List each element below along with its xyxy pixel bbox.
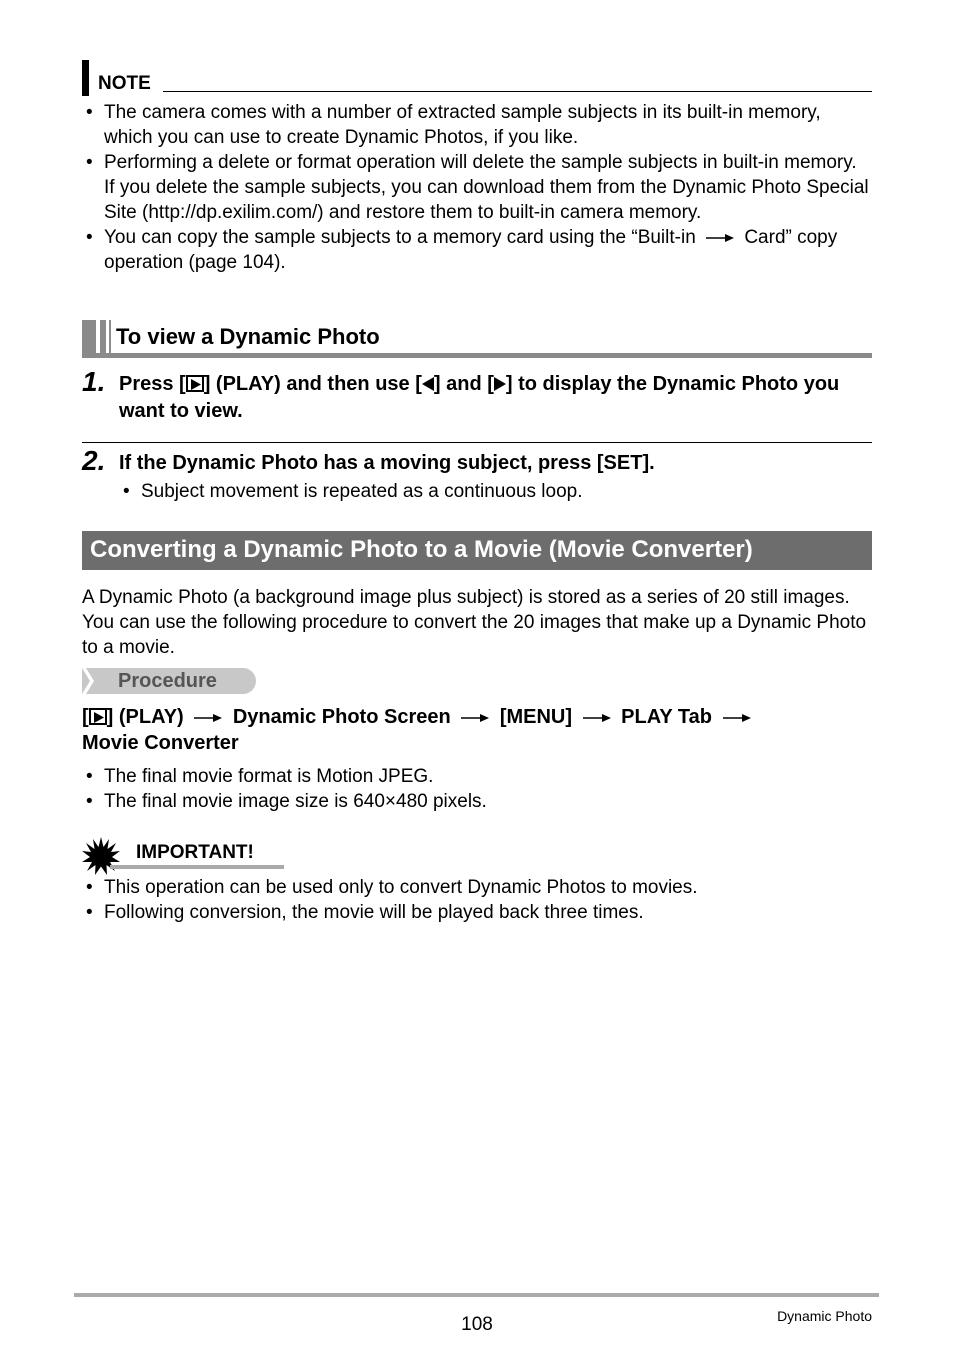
step-1-number: 1. [82,366,106,397]
step-1-text [119,371,871,425]
list-item: • The final movie image size is 640×480 pixels. [82,789,872,814]
converter-bullets [82,764,872,814]
section-title: Converting a Dynamic Photo to a Movie (Movie Converter) [90,536,753,563]
subheading-marker-thin [109,320,111,356]
list-item: • This operation can be used only to convert Dynamic Photos to movies. [82,875,872,900]
path-tab: PLAY Tab [621,706,712,728]
arrow-icon [460,713,490,723]
step-divider [82,442,872,443]
footer-section-name: Dynamic Photo [777,1308,872,1324]
subheading-title: To view a Dynamic Photo [116,324,380,349]
play-icon [186,375,204,392]
important-rule [110,865,284,869]
play-icon [89,708,107,725]
note-rule [163,91,872,92]
path-screen: Dynamic Photo Screen [232,706,451,728]
note-heading: NOTE [98,73,151,94]
list-item [82,225,872,275]
footer-rule [74,1293,879,1297]
subheading-rule [82,353,872,358]
subheading-marker-inner [100,320,106,356]
arrow-icon [582,713,612,723]
page-number: 108 [461,1314,493,1335]
left-triangle-icon [422,377,434,391]
list-item: • The final movie format is Motion JPEG. [82,764,872,789]
procedure-path [82,704,872,756]
path-menu: [MENU] [499,706,573,728]
path-play: ] (PLAY) [106,706,184,728]
step-1-text-c: ] and [ [433,373,494,395]
important-heading: IMPORTANT! [136,842,254,863]
step-1-text-b: ] (PLAY) and then use [ [203,373,422,395]
step-1-text-d: ] to display the Dynamic Photo you want to view. [119,373,840,422]
procedure-pill-chevron [82,668,96,694]
step-2-number: 2. [82,445,106,476]
list-item: • Performing a delete or format operation will delete the sample subjects in built-in memory. If you delete the sample subjects, you can download them from the Dynamic Photo Special Site (http://dp.exilim.com/) and restore them to built-in camera memory. [82,150,872,225]
copy-item-part2: Card” copy operation (page 104). [104,227,838,273]
path-converter: Movie Converter [82,732,239,754]
list-item: • The camera comes with a number of extracted sample subjects in its built-in memory, which you can use to create Dynamic Photos, if you like. [82,100,872,150]
arrow-icon [705,233,735,243]
important-list [82,875,872,925]
procedure-label: Procedure [118,670,217,692]
subheading-marker [82,320,96,356]
arrow-icon [722,713,752,723]
starburst-icon [82,837,120,875]
right-triangle-icon [494,377,506,391]
step-2-text: If the Dynamic Photo has a moving subject, press [SET]. [119,452,655,474]
list-item: • Following conversion, the movie will be played back three times. [82,900,872,925]
list-item: • Subject movement is repeated as a continuous loop. [119,479,869,504]
path-bracket: [ [82,706,89,728]
intro-paragraph: A Dynamic Photo (a background image plus subject) is stored as a series of 20 still images. You can use the following procedure to convert the 20 images that make up a Dynamic Photo to a movie. [82,587,867,658]
step-1-text-a: Press [ [119,373,186,395]
note-list [82,100,872,275]
step-2-bullets [119,479,869,504]
note-marker-bar [82,60,89,96]
arrow-icon [193,713,223,723]
copy-item-part1: You can copy the sample subjects to a memory card using the “Built-in [104,227,696,248]
